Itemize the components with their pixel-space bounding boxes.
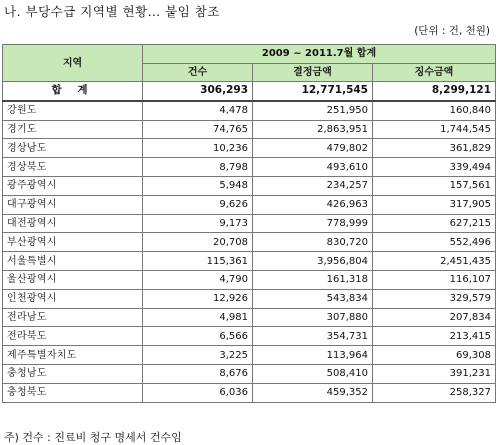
region-cell: 전라북도 bbox=[3, 327, 143, 346]
total-label: 합 계 bbox=[3, 82, 143, 101]
region-cell: 충청남도 bbox=[3, 364, 143, 383]
count-cell: 4,981 bbox=[143, 308, 253, 327]
table-row bbox=[3, 176, 496, 195]
region-cell: 충청북도 bbox=[3, 383, 143, 402]
decision-amount-cell: 113,964 bbox=[253, 346, 373, 365]
collection-amount-cell: 213,415 bbox=[373, 327, 496, 346]
count-cell: 9,173 bbox=[143, 214, 253, 233]
count-cell: 115,361 bbox=[143, 252, 253, 271]
decision-amount-cell: 307,880 bbox=[253, 308, 373, 327]
count-cell: 4,478 bbox=[143, 101, 253, 120]
collection-amount-cell: 157,561 bbox=[373, 176, 496, 195]
region-cell: 울산광역시 bbox=[3, 270, 143, 289]
table-row bbox=[3, 139, 496, 158]
decision-amount-cell: 479,802 bbox=[253, 139, 373, 158]
count-cell: 74,765 bbox=[143, 120, 253, 139]
region-fraud-table bbox=[2, 44, 496, 403]
region-cell: 경상북도 bbox=[3, 158, 143, 177]
table-row bbox=[3, 158, 496, 177]
collection-amount-cell: 207,834 bbox=[373, 308, 496, 327]
region-cell: 대구광역시 bbox=[3, 195, 143, 214]
table-row bbox=[3, 289, 496, 308]
count-cell: 8,676 bbox=[143, 364, 253, 383]
collection-amount-cell: 1,744,545 bbox=[373, 120, 496, 139]
table-row bbox=[3, 195, 496, 214]
count-cell: 20,708 bbox=[143, 233, 253, 252]
table-row bbox=[3, 270, 496, 289]
collection-amount-cell: 69,308 bbox=[373, 346, 496, 365]
decision-amount-cell: 3,956,804 bbox=[253, 252, 373, 271]
section-title: 나. 부당수급 지역별 현황… 붙임 참조 bbox=[4, 4, 220, 19]
footnote: 주) 건수 : 진료비 청구 명세서 건수임 bbox=[4, 431, 182, 444]
region-cell: 전라남도 bbox=[3, 308, 143, 327]
collection-amount-cell: 329,579 bbox=[373, 289, 496, 308]
region-cell: 경상남도 bbox=[3, 139, 143, 158]
collection-amount-cell: 391,231 bbox=[373, 364, 496, 383]
region-cell: 광주광역시 bbox=[3, 176, 143, 195]
period-header: 2009 ~ 2011.7월 합계 bbox=[143, 45, 496, 64]
total-decision-amount: 12,771,545 bbox=[253, 82, 373, 101]
table-row bbox=[3, 327, 496, 346]
table-body bbox=[3, 82, 496, 403]
count-cell: 4,790 bbox=[143, 270, 253, 289]
region-cell: 인천광역시 bbox=[3, 289, 143, 308]
table-row bbox=[3, 252, 496, 271]
collection-amount-column-header: 징수금액 bbox=[373, 63, 496, 82]
collection-amount-cell: 339,494 bbox=[373, 158, 496, 177]
count-cell: 6,036 bbox=[143, 383, 253, 402]
region-cell: 서울특별시 bbox=[3, 252, 143, 271]
decision-amount-cell: 830,720 bbox=[253, 233, 373, 252]
decision-amount-cell: 161,318 bbox=[253, 270, 373, 289]
decision-amount-cell: 354,731 bbox=[253, 327, 373, 346]
count-cell: 5,948 bbox=[143, 176, 253, 195]
table-header bbox=[3, 45, 496, 82]
region-cell: 부산광역시 bbox=[3, 233, 143, 252]
collection-amount-cell: 2,451,435 bbox=[373, 252, 496, 271]
count-cell: 6,566 bbox=[143, 327, 253, 346]
total-collection-amount: 8,299,121 bbox=[373, 82, 496, 101]
count-cell: 8,798 bbox=[143, 158, 253, 177]
collection-amount-cell: 258,327 bbox=[373, 383, 496, 402]
table-row bbox=[3, 308, 496, 327]
decision-amount-cell: 508,410 bbox=[253, 364, 373, 383]
collection-amount-cell: 317,905 bbox=[373, 195, 496, 214]
decision-amount-cell: 543,834 bbox=[253, 289, 373, 308]
decision-amount-cell: 459,352 bbox=[253, 383, 373, 402]
collection-amount-cell: 552,496 bbox=[373, 233, 496, 252]
collection-amount-cell: 627,215 bbox=[373, 214, 496, 233]
total-row bbox=[3, 82, 496, 101]
decision-amount-cell: 2,863,951 bbox=[253, 120, 373, 139]
region-cell: 강원도 bbox=[3, 101, 143, 120]
table-row bbox=[3, 346, 496, 365]
table-row bbox=[3, 101, 496, 120]
total-count: 306,293 bbox=[143, 82, 253, 101]
table-row bbox=[3, 383, 496, 402]
count-cell: 3,225 bbox=[143, 346, 253, 365]
count-cell: 9,626 bbox=[143, 195, 253, 214]
count-column-header: 건수 bbox=[143, 63, 253, 82]
decision-amount-cell: 251,950 bbox=[253, 101, 373, 120]
count-cell: 10,236 bbox=[143, 139, 253, 158]
region-cell: 경기도 bbox=[3, 120, 143, 139]
table-row bbox=[3, 364, 496, 383]
decision-amount-cell: 493,610 bbox=[253, 158, 373, 177]
decision-amount-cell: 234,257 bbox=[253, 176, 373, 195]
table-row bbox=[3, 120, 496, 139]
collection-amount-cell: 116,107 bbox=[373, 270, 496, 289]
region-cell: 제주특별자치도 bbox=[3, 346, 143, 365]
table-row bbox=[3, 233, 496, 252]
decision-amount-cell: 426,963 bbox=[253, 195, 373, 214]
table-row bbox=[3, 214, 496, 233]
decision-amount-cell: 778,999 bbox=[253, 214, 373, 233]
region-cell: 대전광역시 bbox=[3, 214, 143, 233]
decision-amount-column-header: 결정금액 bbox=[253, 63, 373, 82]
region-column-header: 지역 bbox=[3, 45, 143, 82]
count-cell: 12,926 bbox=[143, 289, 253, 308]
unit-note: (단위 : 건, 천원) bbox=[414, 25, 490, 37]
collection-amount-cell: 160,840 bbox=[373, 101, 496, 120]
collection-amount-cell: 361,829 bbox=[373, 139, 496, 158]
